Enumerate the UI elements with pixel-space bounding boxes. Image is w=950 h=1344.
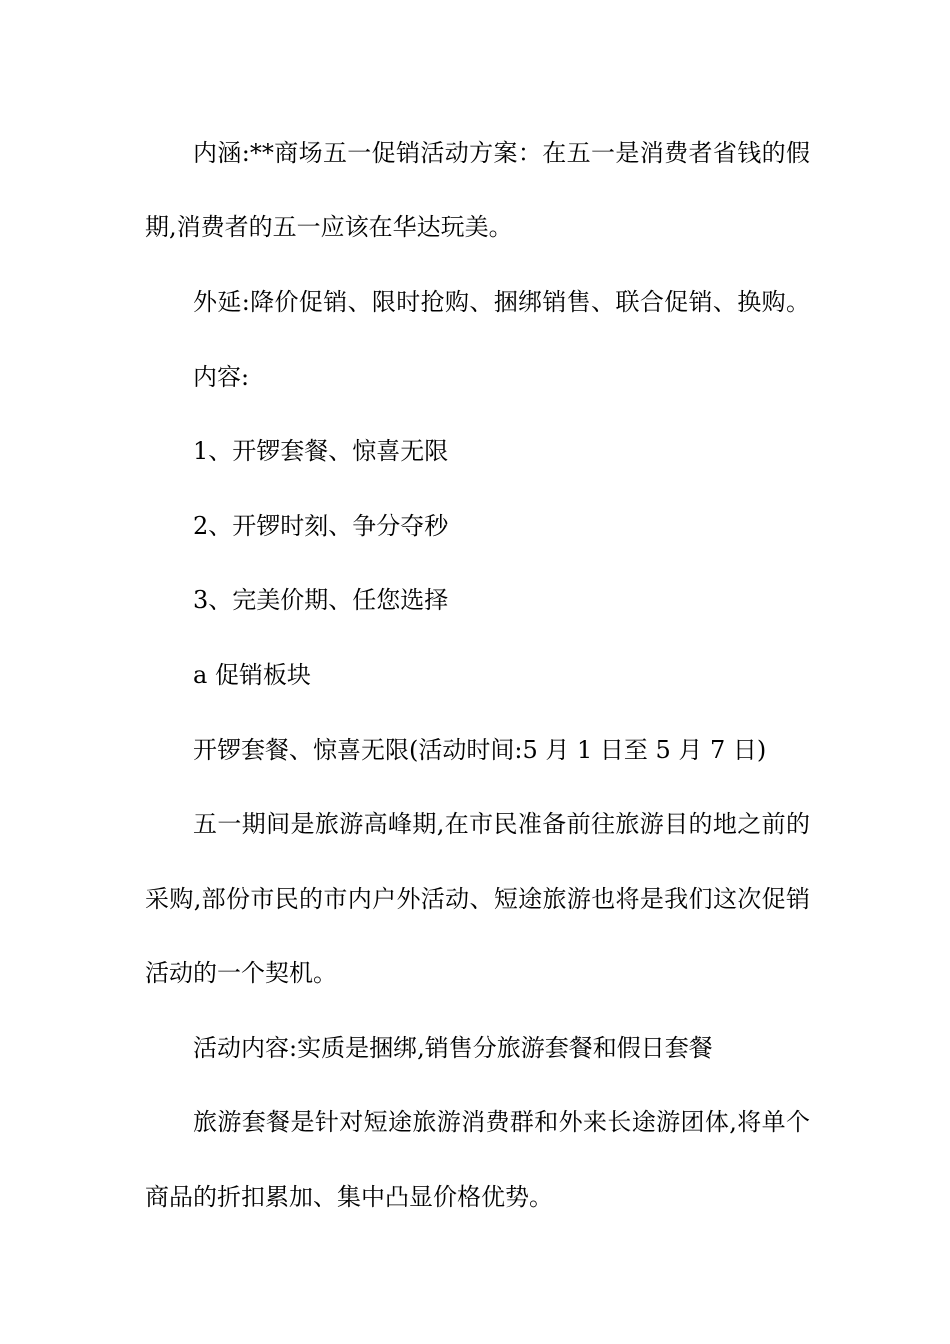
paragraph-line: 活动内容:实质是捆绑,销售分旅游套餐和假日套餐 <box>193 1034 713 1062</box>
list-item: 3、完美价期、任您选择 <box>193 586 449 614</box>
paragraph-line: 内涵:**商场五一促销活动方案：在五一是消费者省钱的假 <box>193 139 810 167</box>
paragraph-line: 期,消费者的五一应该在华达玩美。 <box>145 213 513 241</box>
paragraph-line: 旅游套餐是针对短途旅游消费群和外来长途游团体,将单个 <box>193 1108 810 1136</box>
paragraph-line: 五一期间是旅游高峰期,在市民准备前往旅游目的地之前的 <box>193 810 810 838</box>
paragraph-line: 开锣套餐、惊喜无限(活动时间:5 月 1 日至 5 月 7 日) <box>193 736 767 764</box>
list-item: 1、开锣套餐、惊喜无限 <box>193 437 449 465</box>
paragraph-line: 外延:降价促销、限时抢购、捆绑销售、联合促销、换购。 <box>193 288 810 316</box>
list-item: 2、开锣时刻、争分夺秒 <box>193 512 449 540</box>
document-body <box>145 0 810 1344</box>
paragraph-line: 内容: <box>193 363 250 391</box>
paragraph-line: 采购,部份市民的市内户外活动、短途旅游也将是我们这次促销 <box>145 885 810 913</box>
section-heading: a 促销板块 <box>193 661 311 689</box>
paragraph-line: 活动的一个契机。 <box>145 959 337 987</box>
paragraph-line: 商品的折扣累加、集中凸显价格优势。 <box>145 1183 553 1211</box>
